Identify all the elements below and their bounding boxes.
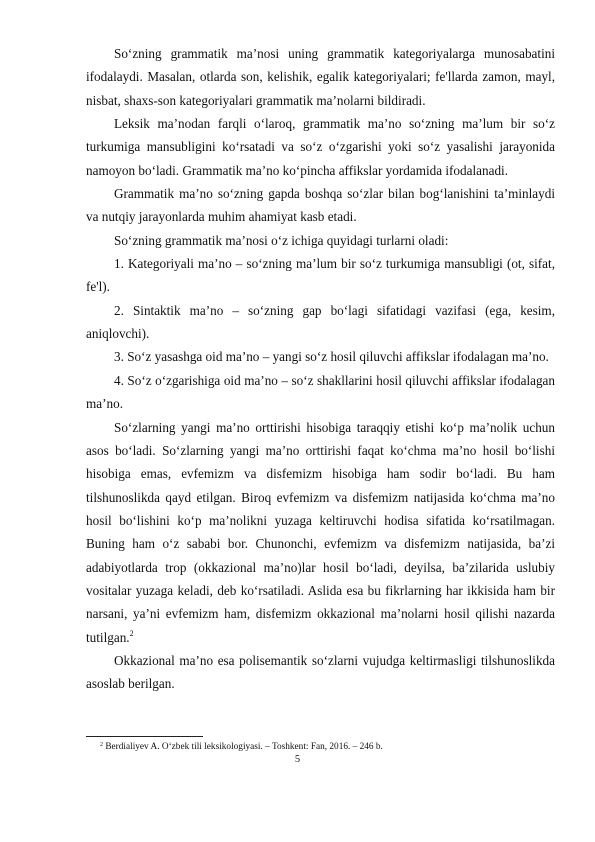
paragraph-text: So‘zlarning yangi ma’no orttirishi hisobiga taraqqiy etishi ko‘p ma’nolik uchun asos bo‘ladi. So‘zlarning yangi ma’no orttirishi faqat ko‘chma ma’no hosil bo‘lishi hisobiga emas, evfemizm va disfemizm hisobiga ham sodir bo‘ladi. Bu ham tilshunoslikda qayd etilgan. Biroq evfemizm va disfemizm natijasida ko‘chma ma’no hosil bo‘lishini ko‘p ma’nolikni yuzaga keltiruvchi hodisa sifatida ko‘rsatilmagan. Buning ham o‘z sababi bor. Chunonchi, evfemizm va disfemizm natijasida, ba’zi adabiyotlarda trop (okkazional ma’no)lar hosil bo‘ladi, deyilsa, ba’zilarida uslubiy vositalar yuzaga keladi, deb ko‘rsatiladi. Aslida esa bu fikrlarning har ikkisida ham bir narsani, ya’ni evfemizm ham, disfemizm okkazional ma’nolarni hosil qilishi nazarda tutilgan. [86, 419, 555, 645]
list-item: 3. So‘z yasashga oid ma’no – yangi so‘z hosil qiluvchi affikslar ifodalagan ma’no. [114, 349, 549, 365]
footnote-separator [86, 736, 203, 737]
footnote-text: Berdialiyev A. O‘zbek tili leksikologiyasi. – Toshkent: Fan, 2016. – 246 b. [105, 742, 383, 752]
list-item: 1. Kategoriyali ma’no – so‘zning ma’lum bir so‘z turkumiga mansubligi (ot, sifat, fe'l). [86, 256, 555, 295]
document-body [86, 42, 555, 696]
paragraph: So‘zning grammatik ma’nosi uning grammatik kategoriyalarga munosabatini ifodalaydi. Masalan, otlarda son, kelishik, egalik kategoriyalari; fe'llarda zamon, mayl, nisbat, shaxs-son kategoriyalari grammatik ma’nolarni bildiradi. [86, 46, 555, 108]
paragraph: Okkazional ma’no esa polisemantik so‘zlarni vujudga keltirmasligi tilshunoslikda asoslab berilgan. [86, 652, 555, 692]
footnote [100, 741, 383, 753]
paragraph-with-footnote [86, 416, 555, 649]
paragraph: Grammatik ma’no so‘zning gapda boshqa so‘zlar bilan bog‘lanishini ta’minlaydi va nutqiy jarayonlarda muhim ahamiyat kasb etadi. [86, 186, 555, 225]
footnote-reference[interactable]: 2 [129, 628, 134, 638]
paragraph: So‘zning grammatik ma’nosi o‘z ichiga quyidagi turlarni oladi: [114, 232, 449, 248]
list-item: 4. So‘z o‘zgarishiga oid ma’no – so‘z shakllarini hosil qiluvchi affikslar ifodalagan ma’no. [86, 372, 555, 412]
list-item: 2. Sintaktik ma’no – so‘zning gap bo‘lagi sifatidagi vazifasi (ega, kesim, aniqlovchi). [86, 302, 555, 342]
page-number: 5 [294, 754, 301, 765]
paragraph: Leksik ma’nodan farqli o‘laroq, grammatik ma’no so‘zning ma’lum bir so‘z turkumiga mansubligini ko‘rsatadi va so‘z o‘zgarishi yoki so‘z yasalishi jarayonida namoyon bo‘ladi. Grammatik ma’no ko‘pincha affikslar yordamida ifodalanadi. [86, 116, 555, 178]
footnote-marker: 2 [100, 742, 103, 748]
